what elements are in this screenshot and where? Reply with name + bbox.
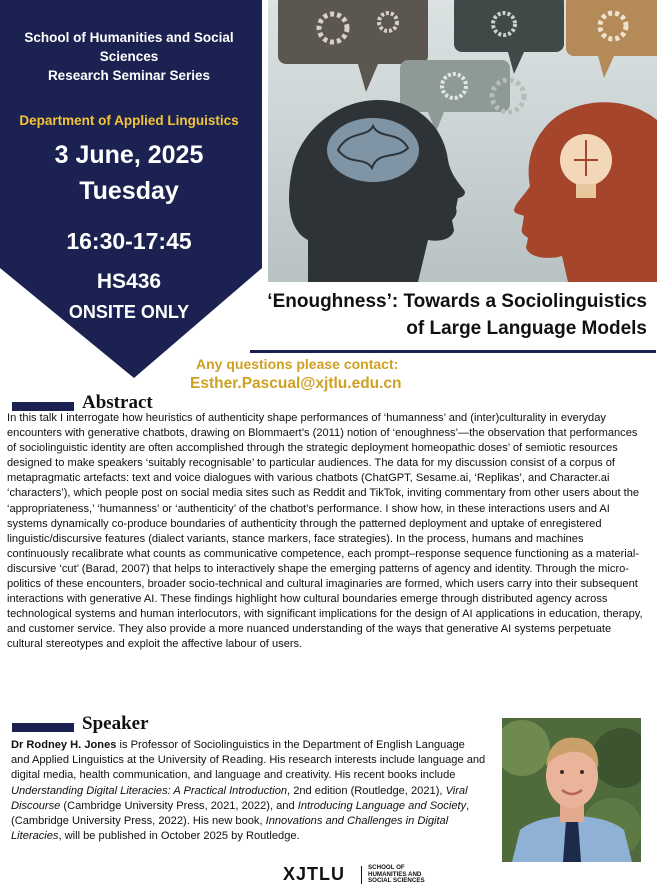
school-name <box>0 28 258 85</box>
title-divider <box>250 350 656 353</box>
series-name: Research Seminar Series <box>47 68 211 83</box>
book-title: Understanding Digital Literacies: A Practical Introduction <box>11 784 288 797</box>
xjtlu-wordmark: XJTLU <box>283 864 346 884</box>
section-bar <box>12 402 74 411</box>
contact-label: Any questions please contact: <box>196 356 399 372</box>
school-wordmark-line: SOCIAL SCIENCES <box>368 877 425 885</box>
speaker-bio-part: , (Cambridge University Press, 2022). His new book, <box>11 799 470 828</box>
abstract-heading-label: Abstract <box>82 392 153 413</box>
section-bar <box>12 723 74 732</box>
school-wordmark <box>368 865 425 885</box>
event-date: 3 June, 2025 <box>54 141 204 169</box>
speaker-bio-part: is Professor of Sociolinguistics in the Department of English Language and Applied Linguistics at the University of Reading. His research interests include language and digital media, health communication, and language and creativity. His recent books include <box>11 739 486 782</box>
speaker-bio <box>11 738 486 844</box>
hero-illustration <box>268 0 657 282</box>
speaker-bio-part: , will be published in October 2025 by Routledge. <box>58 830 300 843</box>
logo-divider <box>361 866 362 884</box>
event-banner <box>0 0 268 380</box>
book-title: Introducing Language and Society <box>297 799 467 812</box>
speaker-name: Dr Rodney H. Jones <box>11 739 117 751</box>
event-time: 16:30-17:45 <box>66 228 192 254</box>
seminar-title-line-1: ‘Enoughness’: Towards a Sociolinguistics <box>267 291 647 312</box>
speaker-bio-part: , 2nd edition (Routledge, 2021), <box>287 784 446 797</box>
heads-speech-bubbles-illustration <box>268 0 657 282</box>
speaker-heading-label: Speaker <box>82 713 149 734</box>
department-name: Department of Applied Linguistics <box>19 113 239 128</box>
event-room: HS436 <box>96 270 162 293</box>
abstract-text: In this talk I interrogate how heuristics of authenticity shape performances of ‘humanness’ and (inter)culturality in everyday encounters with generative chatbots, drawing on Blommaert’s (2011) notion of ‘enoughness’—the observation that performances of sociolinguistic identity are often accomplished through the strategic deployment homeopathic doses’ of semiotic resources designed to make speakers ‘suitably recognisable’ to particular audiences. The data for my discussion consist of a corpus of metapragmatic artefacts: text and voice dialogues with various chatbots (ChatGPT, Sesame.ai, ‘Replikas’, and Character.ai ‘characters’), which people post on social media sites such as Reddit and TikTok, inviting commentary from other users about the ‘appropriateness,’ ‘humanness’ or ‘authenticity’ of the chatbot’s performance. I show how, in these interactions users and AI systems dynamically co-produce boundaries of authenticity through the patterned deployment and uptake of enregistered linguistic/discursive features (dialect variants, stance markers, face strategies). In the process, humans and machines continuously recalibrate what counts as communicative competence, each prompt–response sequence functioning as a material-discursive ‘cut’ (Barad, 2007) that helps to interactively shape the emerging patterns of agency and identity. Through the micro-politics of these encounters, broader socio-technical and cultural imaginaries are formed, which users carry into their subsequent interactions with generative AI. These findings highlight how cultural boundaries emerge through distributed agency across technological systems and human interlocutors, with significant implications for the design of AI applications in education, therapy, and customer service. They also provide a more nuanced understanding of the ways that generative AI systems perpetuate cultural stereotypes and exploit the affective labour of users. <box>7 412 643 651</box>
speaker-bio-part: (Cambridge University Press, 2021, 2022), and <box>60 799 298 812</box>
book-title: Innovations and Challenges in Digital Literacies <box>11 815 449 843</box>
speaker-photo <box>502 718 641 862</box>
event-mode: ONSITE ONLY <box>68 302 190 322</box>
seminar-title-line-2: of Large Language Models <box>406 318 647 339</box>
school-wordmark-line: SCHOOL OF <box>368 864 405 871</box>
contact-email-link[interactable]: Esther.Pascual@xjtlu.edu.cn <box>190 375 402 392</box>
school-line-1: School of Humanities and Social <box>24 30 234 45</box>
speaker-portrait <box>502 718 641 862</box>
school-wordmark-line: HUMANITIES AND <box>368 870 422 878</box>
school-line-2: Sciences <box>99 49 159 64</box>
event-weekday: Tuesday <box>79 177 179 205</box>
seminar-title <box>247 288 647 342</box>
book-title: Viral Discourse <box>11 784 468 812</box>
